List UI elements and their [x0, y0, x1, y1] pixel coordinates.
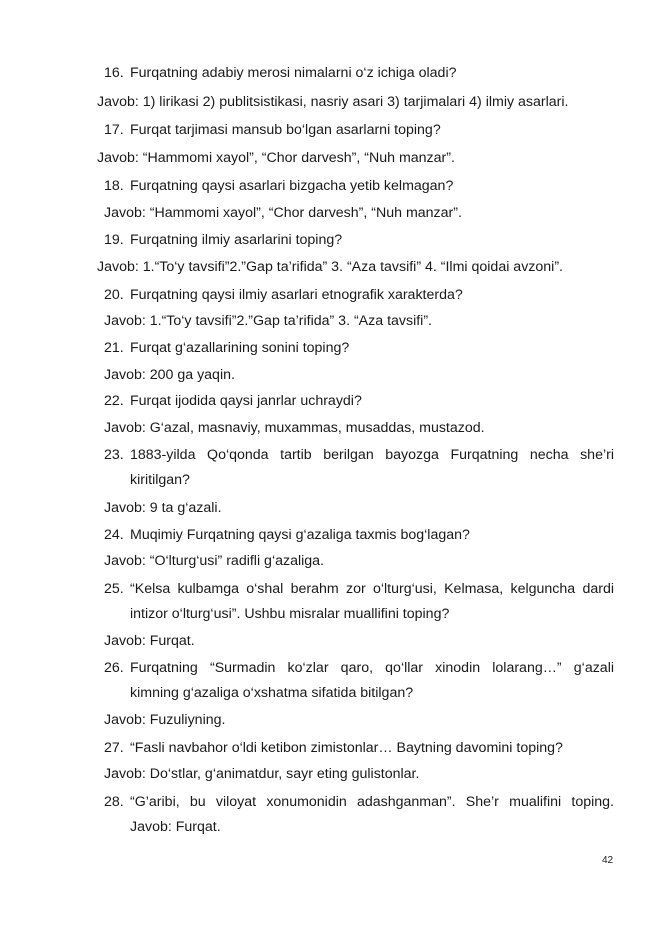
answer-text: Javob: Fuzuliyning. [104, 712, 226, 728]
question-number: 19. [104, 232, 124, 248]
answer-text: Javob: Furqat. [130, 819, 221, 835]
question-text-continued: kiritilgan? [130, 472, 190, 488]
question-text: Furqatning qaysi asarlari bizgacha yetib kelmagan? [130, 178, 454, 194]
answer-text: Javob: “O‘lturg‘usi” radifli g‘azaliga. [104, 553, 324, 569]
answer-text: Javob: 1.“To‘y tavsifi”2.”Gap ta’rifida” 3. “Aza tavsifi”. [104, 313, 432, 329]
question-number: 26. [104, 660, 124, 676]
answer-text: Javob: 1) lirikasi 2) publitsistikasi, nasriy asari 3) tarjimalari 4) ilmiy asarlari. [97, 94, 569, 110]
answer-text: Javob: “Hammomi xayol”, “Chor darvesh”, “Nuh manzar”. [104, 205, 462, 221]
question-text: Muqimiy Furqatning qaysi g‘azaliga taxmis bog‘lagan? [130, 527, 470, 543]
answer-text: Javob: Do‘stlar, g‘animatdur, sayr eting gulistonlar. [104, 766, 420, 782]
answer-text: Javob: 200 ga yaqin. [104, 367, 235, 383]
question-text: 1883-yilda Qo‘qonda tartib berilgan bayozga Furqatning necha she’ri [130, 447, 614, 463]
question-number: 23. [104, 447, 124, 463]
question-number: 24. [104, 527, 124, 543]
question-text: Furqatning ilmiy asarlarini toping? [130, 232, 343, 248]
question-number: 28. [104, 794, 124, 810]
question-text: Furqat tarjimasi mansub bo‘lgan asarlarni toping? [130, 122, 441, 138]
question-text: Furqat g‘azallarining sonini toping? [130, 340, 350, 356]
question-number: 27. [104, 740, 124, 756]
question-text-continued: kimning g‘azaliga o‘xshatma sifatida bitilgan? [130, 685, 414, 701]
question-number: 16. [104, 65, 124, 81]
answer-text: Javob: “Hammomi xayol”, “Chor darvesh”, “Nuh manzar”. [97, 150, 455, 166]
question-number: 25. [104, 581, 124, 597]
question-text: Furqat ijodida qaysi janrlar uchraydi? [130, 393, 362, 409]
question-text: Furqatning qaysi ilmiy asarlari etnografik xarakterda? [130, 287, 463, 303]
question-text: “Kelsa kulbamga o‘shal berahm zor o‘lturg‘usi, Kelmasa, kelguncha dardi [130, 581, 614, 597]
page-number: 42 [602, 855, 614, 866]
answer-text: Javob: G‘azal, masnaviy, muxammas, musaddas, mustazod. [104, 420, 485, 436]
question-text: Furqatning “Surmadin ko‘zlar qaro, qo‘llar xinodin lolarang…” g‘azali [130, 660, 614, 676]
answer-text: Javob: 9 ta g‘azali. [104, 500, 222, 516]
question-text-continued: intizor o‘lturg‘usi”. Ushbu misralar muallifini toping? [130, 606, 450, 622]
question-text: Furqatning adabiy merosi nimalarni o‘z ichiga oladi? [130, 65, 457, 81]
answer-text: Javob: Furqat. [104, 633, 195, 649]
question-number: 18. [104, 178, 124, 194]
question-text: “G’aribi, bu viloyat xonumonidin adashganman”. She’r mualifini toping. [130, 794, 614, 810]
question-number: 21. [104, 340, 124, 356]
question-number: 20. [104, 287, 124, 303]
answer-text: Javob: 1.“To‘y tavsifi”2.”Gap ta’rifida” 3. “Aza tavsifi” 4. “Ilmi qoidai avzoni”. [97, 259, 563, 275]
question-text: “Fasli navbahor o‘ldi ketibon zimistonlar… Baytning davomini toping? [130, 740, 563, 756]
question-number: 22. [104, 393, 124, 409]
question-number: 17. [104, 122, 124, 138]
